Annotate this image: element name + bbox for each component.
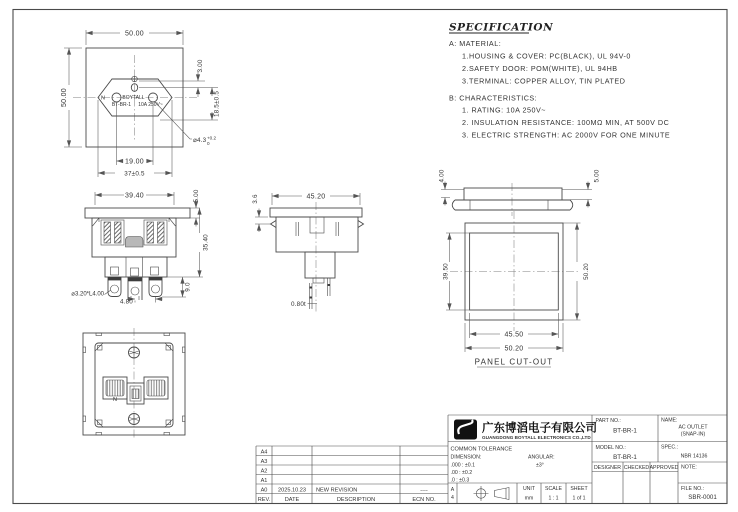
dim-terminal-thickness: 0.80t bbox=[290, 301, 306, 308]
back-neutral-label: N bbox=[113, 397, 117, 403]
spec-value: NBR 14136 bbox=[680, 453, 708, 460]
terminal-pin-left bbox=[108, 277, 121, 297]
dim-cutout-inner-height: 39.50 bbox=[442, 263, 450, 280]
rev-header-description: DESCRIPTION bbox=[336, 497, 376, 503]
bottom-view bbox=[71, 189, 209, 305]
tolerance-title: COMMON TOLERANCE bbox=[450, 446, 513, 453]
side-pin-boss bbox=[313, 278, 324, 283]
terminal-left-b bbox=[115, 222, 122, 243]
lower-hole-center bbox=[131, 268, 139, 276]
approved-label: APPROVED bbox=[649, 464, 679, 471]
dim-hole-tol-upper: +0.2 bbox=[207, 135, 217, 141]
angular-label: ANGULAR: bbox=[528, 454, 555, 461]
dim-cutout-outer-width: 50.20 bbox=[504, 345, 524, 353]
angular-value: ±3° bbox=[536, 462, 544, 469]
rev-a0-date: 2025.10.23 bbox=[278, 487, 306, 494]
tolerance-000: .000 : ±0.1 bbox=[450, 462, 475, 469]
side-wire-pins bbox=[310, 278, 331, 309]
rev-row-a1: A1 bbox=[260, 478, 268, 484]
scale-value: 1 : 1 bbox=[548, 495, 559, 502]
company-name-cn: 广东博滔电子有限公司 bbox=[482, 422, 597, 435]
dim-terminal-hole: ⌀3.20*L4.00 bbox=[71, 291, 104, 298]
rev-header-date: DATE bbox=[284, 497, 300, 503]
title-block bbox=[448, 415, 727, 504]
rev-row-a4: A4 bbox=[260, 449, 268, 456]
dim-flange-width: 45.20 bbox=[306, 193, 326, 201]
lower-body-dividers bbox=[126, 257, 143, 277]
dim-earth-offset: 3.00 bbox=[197, 59, 204, 73]
side-view bbox=[252, 193, 364, 312]
spec-label: SPEC.: bbox=[661, 444, 679, 451]
spec-title: SPECIFICATION bbox=[449, 21, 554, 34]
revision-table bbox=[256, 446, 448, 504]
file-no-value: SBR-0001 bbox=[688, 494, 717, 501]
file-no-label: FILE NO.: bbox=[681, 486, 705, 492]
spec-a-item-2: 2.SAFETY DOOR: POM(WHITE), UL 94HB bbox=[462, 64, 618, 73]
side-body bbox=[276, 217, 358, 252]
terminal-right-b bbox=[158, 222, 165, 243]
neutral-label: N bbox=[101, 95, 105, 102]
dim-cutout-outer-height: 50.20 bbox=[583, 263, 590, 280]
dim-terminal-pitch: 4.80 bbox=[119, 298, 133, 306]
name-label: NAME: bbox=[661, 417, 678, 424]
dim-front-width: 50.00 bbox=[124, 30, 145, 38]
rev-a0-ecn: ---- bbox=[420, 487, 428, 494]
name-value-line1: AC OUTLET bbox=[678, 424, 708, 431]
dim-recess-height: 18.5±0.5 bbox=[213, 90, 221, 118]
part-no-value: BT-BR-1 bbox=[613, 427, 637, 435]
designer-label: DESIGNER bbox=[593, 464, 622, 471]
unit-label: UNIT bbox=[522, 486, 536, 492]
company-logo bbox=[454, 420, 477, 440]
profile-hook-edges bbox=[470, 200, 548, 210]
sheet-size-letter: A bbox=[450, 487, 455, 493]
rev-row-a2: A2 bbox=[260, 468, 268, 475]
unit-value: mm bbox=[524, 495, 534, 502]
tolerance-00: .00 : ±0.2 bbox=[450, 470, 473, 476]
dim-pin-pitch: 19.00 bbox=[124, 158, 145, 166]
flange-outline bbox=[85, 208, 190, 218]
part-no-label: PART NO.: bbox=[595, 418, 621, 424]
scale-label: SCALE bbox=[544, 486, 563, 492]
dim-panel-gap: 3.6 bbox=[252, 194, 259, 204]
spec-section-a: A: MATERIAL: bbox=[449, 39, 502, 48]
rev-header-rev: REV. bbox=[257, 497, 271, 503]
dim-flange-thickness: 5.00 bbox=[193, 189, 200, 203]
tolerance-0: .0 : ±0.3 bbox=[450, 477, 470, 484]
rating-label: 10A 250V~ bbox=[138, 102, 163, 108]
model-no-value: BT-BR-1 bbox=[613, 454, 637, 461]
terminal-pin-right bbox=[149, 277, 162, 297]
profile-view bbox=[439, 169, 601, 216]
lower-hole-right bbox=[151, 267, 159, 275]
spec-b-item-1: 1. RATING: 10A 250V~ bbox=[462, 105, 546, 115]
earth-slot bbox=[126, 237, 144, 248]
checked-label: CHECKED bbox=[623, 464, 650, 471]
back-screw-bottom bbox=[129, 414, 140, 425]
note-label: NOTE: bbox=[681, 464, 697, 471]
sheet-size-number: 4 bbox=[451, 495, 454, 501]
rev-row-a3: A3 bbox=[260, 459, 268, 465]
rev-row-a0: A0 bbox=[260, 487, 268, 494]
brand-label: BOYTALL bbox=[122, 95, 145, 101]
dim-cutout-inner-width: 45.50 bbox=[504, 331, 524, 339]
cutout-caption: PANEL CUT-OUT bbox=[474, 357, 554, 367]
terminal-right-a bbox=[147, 222, 154, 243]
spec-section-b: B: CHARACTERISTICS: bbox=[449, 93, 538, 103]
profile-flange bbox=[464, 188, 562, 200]
back-terminal-right bbox=[144, 377, 168, 399]
back-terminal-center bbox=[127, 383, 144, 404]
terminal-left-a bbox=[104, 222, 111, 243]
terminal-pin-center bbox=[128, 277, 142, 300]
revision-table-grid bbox=[256, 446, 448, 504]
spec-a-item-3: 3.TERMINAL: COPPER ALLOY, TIN PLATED bbox=[462, 76, 626, 86]
back-screw-top bbox=[129, 347, 140, 358]
specification-block bbox=[449, 22, 670, 140]
sheet-label: SHEET bbox=[570, 486, 588, 492]
model-no-label: MODEL NO.: bbox=[595, 445, 626, 451]
side-lower-block bbox=[305, 252, 335, 278]
back-terminal-left bbox=[103, 377, 127, 399]
company-name-en: GUANGDONG BOYTALL ELECTRONICS CO.,LTD bbox=[482, 435, 591, 440]
profile-panel-band bbox=[452, 200, 573, 210]
rev-header-ecn: ECN NO. bbox=[412, 497, 436, 503]
dim-terminal-length: 9.0 bbox=[184, 282, 192, 292]
side-center-tab bbox=[310, 217, 324, 233]
dim-profile-right: 5.00 bbox=[593, 169, 601, 183]
spec-a-item-1: 1.HOUSING & COVER: PC(BLACK), UL 94V-0 bbox=[462, 51, 631, 61]
dim-overall-depth: 35.40 bbox=[202, 234, 210, 251]
dim-hole-tol-lower: 0 bbox=[207, 141, 210, 146]
dim-profile-left: 4.00 bbox=[438, 169, 446, 183]
dim-front-height: 50.00 bbox=[61, 87, 68, 108]
projection-symbol bbox=[474, 486, 510, 501]
back-view bbox=[83, 328, 185, 440]
panel-cutout-view bbox=[443, 211, 591, 367]
front-view bbox=[61, 30, 221, 178]
dim-body-width: 39.40 bbox=[124, 192, 145, 200]
spec-b-item-3: 3. ELECTRIC STRENGTH: AC 2000V FOR ONE MINUTE bbox=[462, 130, 671, 140]
lower-hole-left bbox=[111, 267, 119, 275]
rev-a0-description: NEW REVISION bbox=[316, 487, 358, 494]
model-label: BT-BR-1 bbox=[111, 102, 132, 108]
sheet-value: 1 of 1 bbox=[572, 495, 586, 502]
side-snap-hooks bbox=[271, 221, 364, 228]
spec-b-item-2: 2. INSULATION RESISTANCE: 100MΩ MIN, AT 500V DC bbox=[462, 118, 670, 127]
cover-screw bbox=[132, 76, 138, 82]
dim-hole-dia: ⌀4.3 bbox=[193, 137, 207, 144]
dimension-label: DIMENSION: bbox=[450, 454, 482, 461]
side-dimension-lines bbox=[255, 193, 360, 304]
name-value-line2: (SNAP-IN) bbox=[680, 431, 706, 438]
side-inner-pins bbox=[296, 222, 338, 236]
dim-recess-width: 37±0.5 bbox=[124, 170, 145, 178]
